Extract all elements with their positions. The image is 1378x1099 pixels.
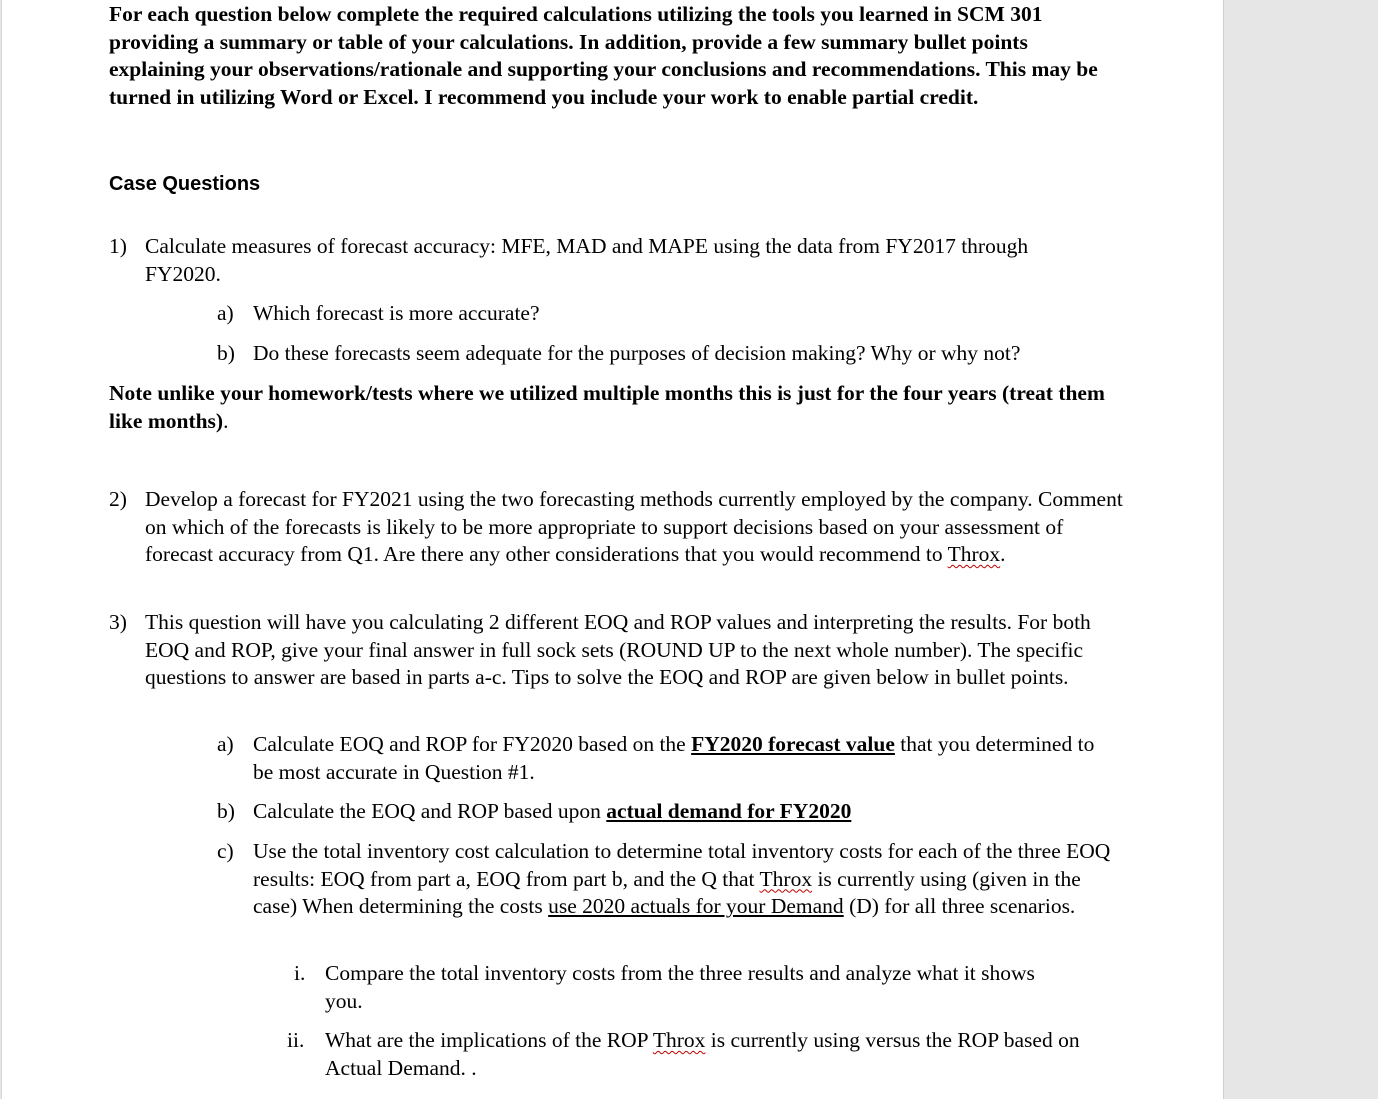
q3-b-emph: actual demand for FY2020 — [606, 799, 852, 823]
q1-a-text: Which forecast is more accurate? — [253, 301, 540, 325]
q3-c-text — [253, 838, 1111, 921]
q1-note-end: . — [223, 408, 229, 433]
q2-number: 2) — [109, 487, 127, 511]
q3-c-marker: c) — [217, 839, 234, 863]
q3-i-marker: i. — [294, 961, 306, 985]
q3-c-underlined: use 2020 actuals for your Demand — [548, 894, 844, 918]
section-heading: Case Questions — [109, 173, 261, 195]
q3-c-throx: Throx — [759, 866, 813, 891]
q3-ii-before: What are the implications of the ROP — [325, 1028, 653, 1052]
q3-number: 3) — [109, 610, 127, 634]
q3-b-before: Calculate the EOQ and ROP based upon — [253, 799, 607, 823]
q3-ii-throx: Throx — [652, 1028, 706, 1052]
q3-b-text — [253, 798, 1113, 826]
q3-ii-marker: ii. — [287, 1028, 305, 1052]
q2-text-main: Develop a forecast for FY2021 using the two forecasting methods currently employed by the company. Comment on which of the forecasts is likely to be more appropriate to support decisions based on your assessment of forecast accuracy from Q1. Are there any other considerations that you would recommend to — [145, 487, 1123, 566]
q3-text: This question will have you calculating 2 different EOQ and ROP values and interpreting the results. For both EOQ and ROP, give your final answer in full sock sets (ROUND UP to the next whole number). The specific questions to answer are based in parts a-c. Tips to solve the EOQ and ROP are given below in bullet points. — [145, 610, 1091, 689]
q1-text: Calculate measures of forecast accuracy: MFE, MAD and MAPE using the data from FY2017 through FY2020. — [145, 234, 1029, 286]
q3-a-emph: FY2020 forecast value — [691, 732, 895, 756]
q3-a-marker: a) — [217, 732, 234, 756]
q3-a-after: that you determined to be most accurate in Question #1. — [253, 732, 1095, 784]
q1-number: 1) — [109, 234, 127, 258]
q3-c-middle: is currently using (given in the case) When determining the costs — [253, 866, 1081, 918]
q1-b-text: Do these forecasts seem adequate for the purposes of decision making? Why or why not? — [253, 341, 1021, 365]
intro-paragraph: For each question below complete the required calculations utilizing the tools you learned in SCM 301 providing a summary or table of your calculations. In addition, provide a few summary bullet points explaining your observations/rationale and supporting your conclusions and recommendations. This may be turned in utilizing Word or Excel. I recommend you include your work to enable partial credit. — [109, 2, 1098, 109]
q3-ii-after: is currently using versus the ROP based on Actual Demand. . — [325, 1028, 1080, 1080]
document-page — [1, 0, 1224, 1099]
q2-throx: Throx — [947, 542, 1001, 566]
q1-note — [109, 380, 1119, 435]
q1-b-marker: b) — [217, 341, 235, 365]
q1-note-bold: Note unlike your homework/tests where we utilized multiple months this is just for the four years (treat them like months) — [109, 381, 1105, 433]
q3-b-marker: b) — [217, 799, 235, 823]
q2-text-end: . — [1000, 542, 1006, 566]
q1-a-marker: a) — [217, 301, 234, 325]
q3-a-text — [253, 731, 1113, 786]
q3-c-after: (D) for all three scenarios. — [843, 894, 1076, 918]
q3-c-before: Use the total inventory cost calculation to determine total inventory costs for each of the three EOQ results: EOQ from part a, EOQ from part b, and the Q that — [253, 839, 1111, 891]
q3-i-text: Compare the total inventory costs from the three results and analyze what it shows you. — [325, 961, 1035, 1013]
q3-ii-text — [325, 1027, 1105, 1082]
q2-text — [145, 486, 1130, 569]
q3-a-before: Calculate EOQ and ROP for FY2020 based on the — [253, 732, 692, 756]
